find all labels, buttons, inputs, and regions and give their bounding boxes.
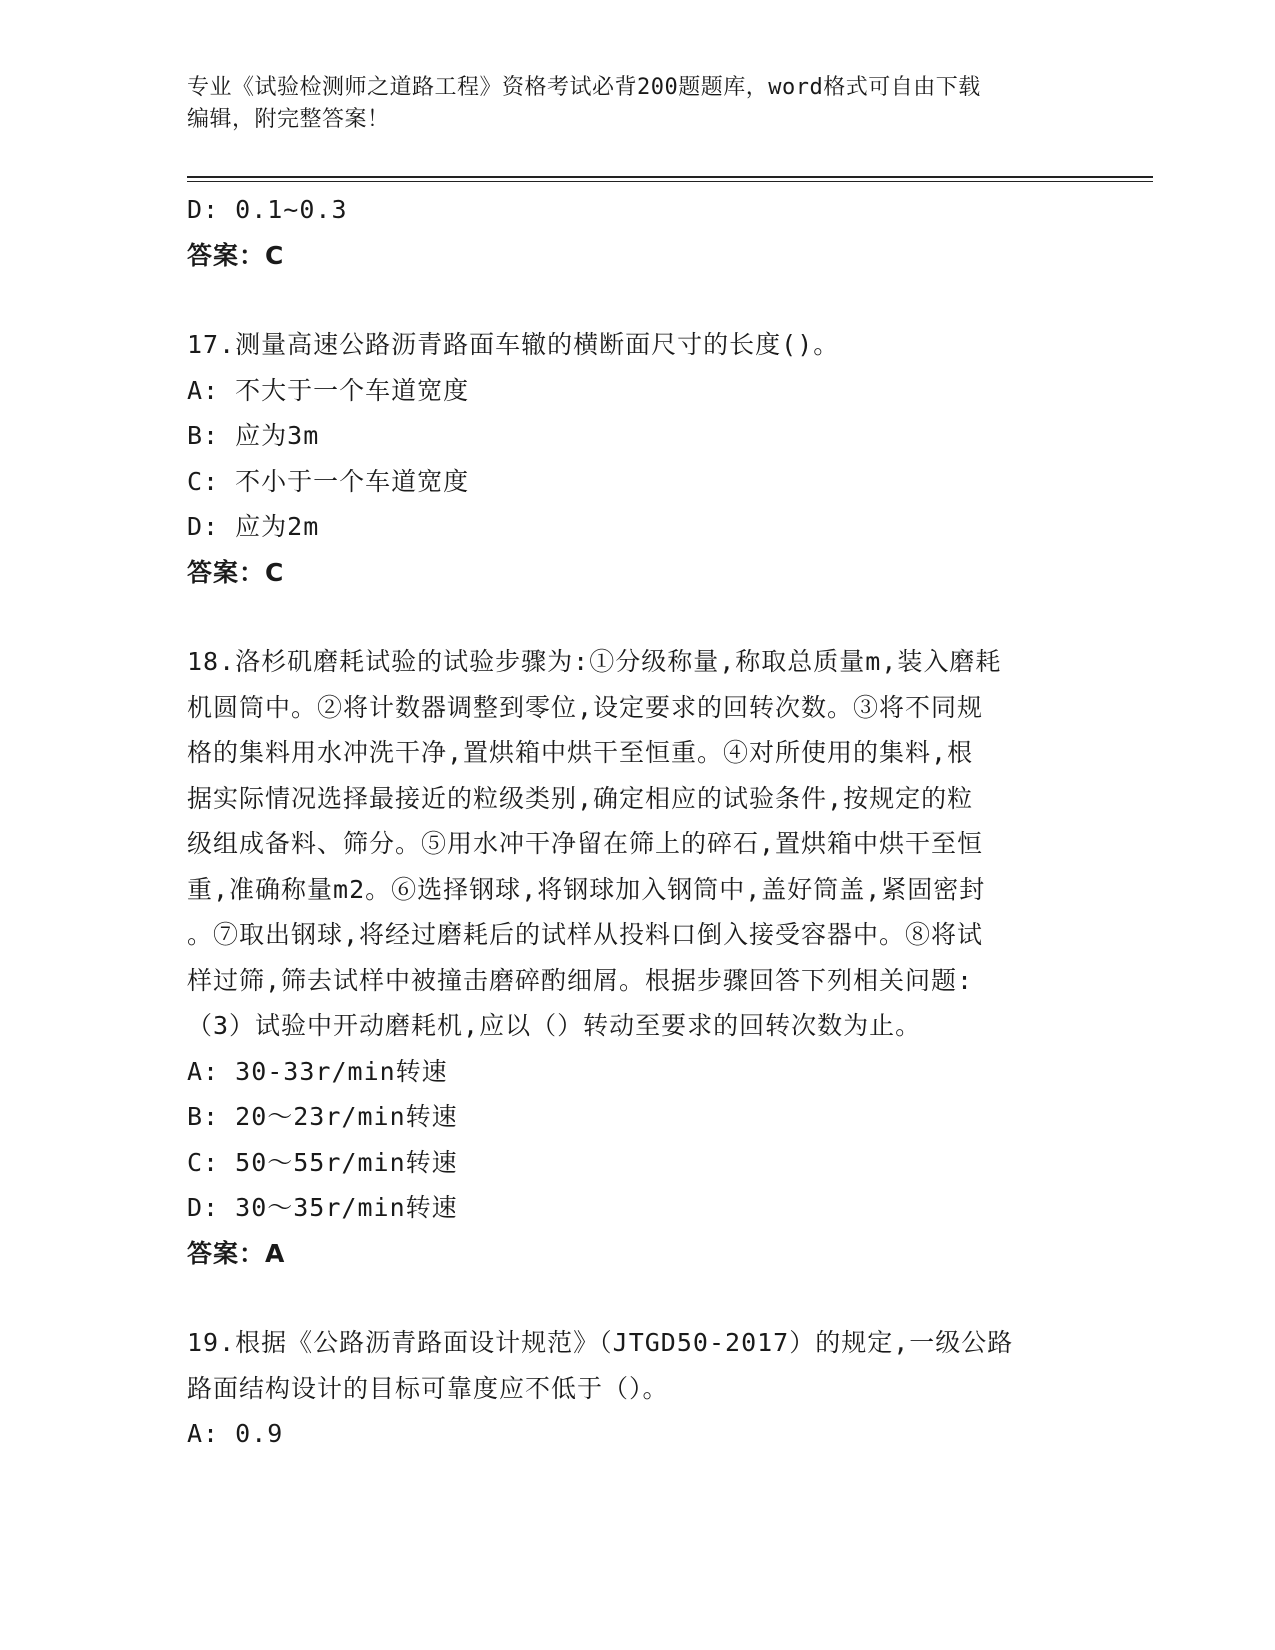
question-19 [187, 1320, 1087, 1457]
question-stem-line: 路面结构设计的目标可靠度应不低于（）。 [187, 1373, 669, 1403]
option-a: A: 30-33r/min转速 [187, 1056, 448, 1086]
header-divider-thin [187, 181, 1153, 182]
answer: 答案：A [187, 1238, 286, 1268]
option-d: D: 30～35r/min转速 [187, 1193, 458, 1222]
spacer [187, 278, 1087, 322]
question-18 [187, 639, 1087, 1276]
question-stem-line: 18.洛杉矶磨耗试验的试验步骤为:①分级称量,称取总质量m,装入磨耗 [187, 647, 1002, 676]
option-b: B: 应为3m [187, 421, 320, 450]
document-body [187, 187, 1087, 1457]
question-stem-line: 格的集料用水冲洗干净,置烘箱中烘干至恒重。④对所使用的集料,根 [187, 738, 974, 767]
option-a: A: 不大于一个车道宽度 [187, 375, 470, 405]
question-17 [187, 322, 1087, 595]
header-divider-thick [187, 176, 1153, 178]
option-d: D: 应为2m [187, 512, 320, 541]
document-header [187, 72, 1087, 136]
question-stem-line: 样过筛,筛去试样中被撞击磨碎酌细屑。根据步骤回答下列相关问题: [187, 965, 974, 995]
header-line-2: 编辑，附完整答案！ [187, 107, 390, 132]
option-b: B: 20～23r/min转速 [187, 1102, 458, 1131]
answer: 答案：C [187, 557, 285, 587]
option-c: C: 不小于一个车道宽度 [187, 466, 470, 496]
option-a: A: 0.9 [187, 1419, 284, 1448]
question-stem-line: 据实际情况选择最接近的粒级类别,确定相应的试验条件,按规定的粒 [187, 783, 974, 813]
question-16-tail [187, 187, 1087, 278]
question-stem-line: 机圆筒中。②将计数器调整到零位,设定要求的回转次数。③将不同规 [187, 692, 984, 722]
question-stem-line: 19.根据《公路沥青路面设计规范》（JTGD50-2017）的规定,一级公路 [187, 1328, 1014, 1357]
spacer [187, 595, 1087, 639]
question-stem-line: 重,准确称量m2。⑥选择钢球,将钢球加入钢筒中,盖好筒盖,紧固密封 [187, 874, 986, 904]
answer: 答案：C [187, 240, 285, 270]
question-stem-line: （3）试验中开动磨耗机,应以（）转动至要求的回转次数为止。 [187, 1011, 922, 1040]
option-d: D: 0.1~0.3 [187, 195, 348, 224]
question-stem-line: 级组成备料、筛分。⑤用水冲干净留在筛上的碎石,置烘箱中烘干至恒 [187, 829, 984, 858]
option-c: C: 50～55r/min转速 [187, 1147, 458, 1177]
spacer [187, 1276, 1087, 1320]
question-stem-line: 。⑦取出钢球,将经过磨耗后的试样从投料口倒入接受容器中。⑧将试 [187, 920, 984, 949]
header-line-1: 专业《试验检测师之道路工程》资格考试必背200题题库，word格式可自由下载 [187, 75, 981, 100]
question-stem: 17.测量高速公路沥青路面车辙的横断面尺寸的长度()。 [187, 330, 840, 359]
